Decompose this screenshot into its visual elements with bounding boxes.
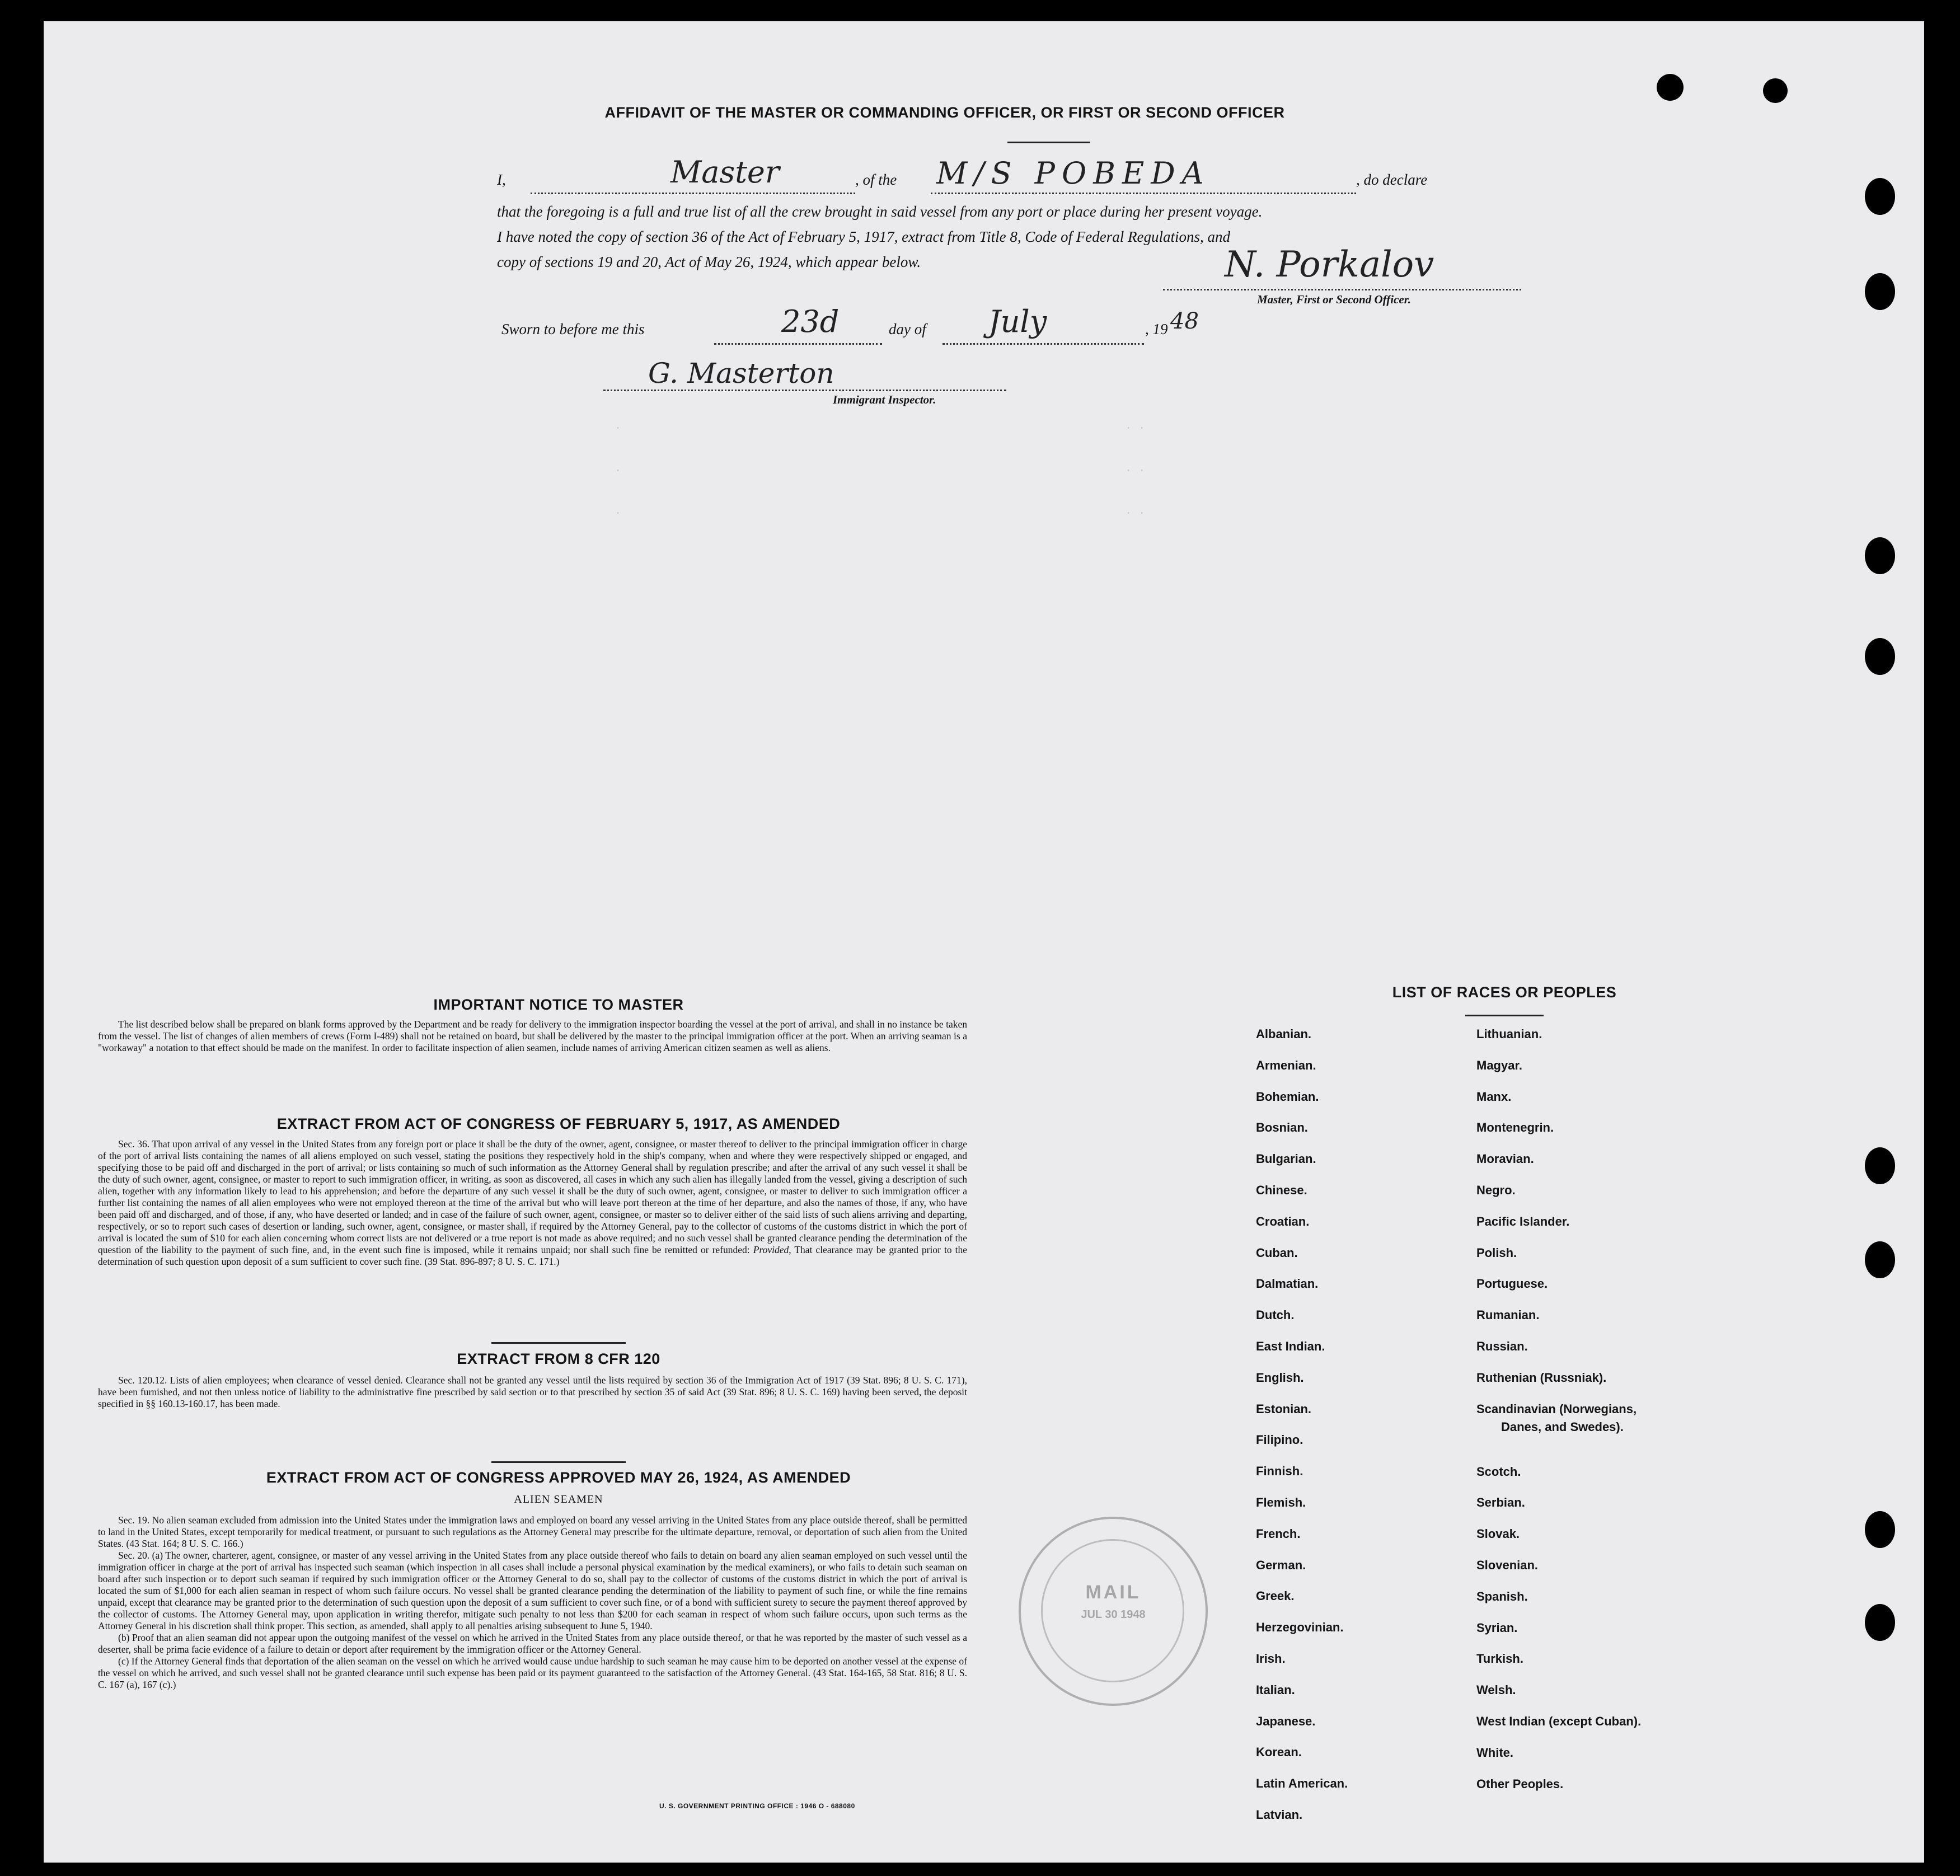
punch-hole-top-2 [1763, 78, 1788, 103]
sec20c-text: (c) If the Attorney General finds that deportation of the alien seaman on the vessel on which he arrived would cause undue hardship to such seaman he may cause him to be deported on another vessel at the expense of the vessel on which he arrived, and such vessel shall not be granted clearance until such expense has been paid or its payment guaranteed to the satisfaction of the Attorney General. (43 Stat. 164-165, 58 Stat. 816; 8 U. S. C. 167 (a), 167 (c).) [98, 1655, 967, 1690]
race-item: Moravian. [1476, 1152, 1534, 1166]
race-item: Negro. [1476, 1183, 1516, 1197]
punch-hole [1865, 638, 1895, 675]
of-the-label: , of the [855, 171, 897, 188]
month-line [943, 343, 1144, 345]
race-item: Korean. [1256, 1745, 1302, 1760]
day-line [714, 343, 882, 345]
race-item: Latvian. [1256, 1807, 1303, 1822]
extract-1917-text-end: That clearance may be granted prior to the determination of such question upon deposit of a sum sufficient to cover such fine. (39 Stat. 896-897; 8 U. S. C. 171.) [98, 1244, 968, 1267]
title-divider [1007, 142, 1090, 143]
day-of-label: day of [889, 321, 926, 337]
sec19-text: Sec. 19. No alien seaman excluded from admission into the United States under the immigration laws and employed on board any vessel arriving in the United States from any place outside thereof, shall be permitted to land in the United States, except temporarily for medical treatment, or pursuant to such regulations as the Attorney General may prescribe for the ultimate departure, removal, or deportation of such alien from the United States. (43 Stat. 164; 8 U. S. C. 166.) [98, 1514, 967, 1549]
punch-hole [1865, 273, 1895, 310]
race-item: Japanese. [1256, 1714, 1316, 1728]
affidavit-line-4: copy of sections 19 and 20, Act of May 26, 1924, which appear below. [497, 254, 921, 270]
sworn-label: Sworn to before me this [501, 321, 645, 337]
master-signature-caption: Master, First or Second Officer. [1257, 293, 1411, 306]
sec20b-text: (b) Proof that an alien seaman did not appear upon the outgoing manifest of the vessel on which he arrived in the United States from any place outside thereof, or that he was reported by the master of such vessel as a deserter, shall be prima facie evidence of a failure to detain or deport after requirement by the immigration officer or the Attorney General. [98, 1632, 967, 1655]
extract-divider-1 [491, 1342, 626, 1344]
declare-label: , do declare [1356, 171, 1428, 188]
race-item: Russian. [1476, 1339, 1528, 1353]
race-item: Scandinavian (Norwegians, [1476, 1401, 1637, 1416]
punch-hole [1865, 178, 1895, 215]
race-item: Turkish. [1476, 1652, 1523, 1666]
month-handwritten: July [988, 304, 1047, 339]
affidavit-line-2: that the foregoing is a full and true list of all the crew brought in said vessel from any port or place during her present voyage. [497, 203, 1263, 220]
race-item: Bosnian. [1256, 1120, 1308, 1135]
notice-text: The list described below shall be prepared on blank forms approved by the Department and be ready for delivery to the immigration inspector boarding the vessel at the port of arrival, and shall in no instance be taken from the vessel. The list of changes of alien members of crews (Form I-489) shall not be retained on board, but shall be delivered by the master to the principal immigration officer at the port. When an arriving seaman is a "workaway" a notation to that effect should be made on the manifest. In order to facilitate inspection of alien seamen, include names of arriving American citizen seamen as well as aliens. [98, 1019, 967, 1053]
race-item: Other Peoples. [1476, 1776, 1564, 1791]
races-col-2 [1476, 1019, 1734, 1799]
sec20a-text: Sec. 20. (a) The owner, charterer, agent, consignee, or master of any vessel arriving in the United States from any place outside thereof who fails to detain on board any alien seaman employed on such vessel until the immigration officer in charge at the port of arrival has inspected such seaman (which inspection in all cases shall include a personal physical examination by the medical examiners), or who fails to detain such seaman on board after such inspection or to deport such seaman if required by such immigration officer or the Attorney General to do so, shall pay to the collector of customs of the customs district in which the port of arrival is located the sum of $1,000 for each alien seaman in respect of whom such failure occurs. No vessel shall be granted clearance pending the determination of the liability to payment of such fine, or while the fine remains unpaid, except that clearance may be granted prior to the determination of such question upon the deposit of a sum sufficient to cover such fine, or of a bond with sufficient surety to secure the payment thereof approved by the collector of customs. The Attorney General may, upon application in writing therefor, mitigate such penalty to not less than $200 for each seaman in respect of whom such failure occurs, upon such terms as the Attorney General in his discretion shall think proper. This section, as amended, shall apply to all penalties arising subsequent to June 5, 1940. [98, 1550, 967, 1631]
race-item: Flemish. [1256, 1495, 1306, 1509]
race-item: Bohemian. [1256, 1089, 1319, 1104]
notice-title: IMPORTANT NOTICE TO MASTER [433, 996, 684, 1013]
race-item: Manx. [1476, 1089, 1512, 1104]
sworn-line [501, 304, 1341, 354]
race-item: Armenian. [1256, 1058, 1316, 1072]
race-item: Spanish. [1476, 1589, 1528, 1603]
race-item: East Indian. [1256, 1339, 1325, 1353]
affidavit-line-1 [497, 154, 1572, 199]
affidavit-title: AFFIDAVIT OF THE MASTER OR COMMANDING OFFICER, OR FIRST OR SECOND OFFICER [604, 104, 1285, 121]
race-item: Portuguese. [1476, 1277, 1548, 1291]
officer-title-handwritten: Master [670, 154, 780, 190]
race-item: Irish. [1256, 1651, 1286, 1666]
inspector-signature: G. Masterton [648, 357, 834, 390]
master-signature: N. Porkalov [1225, 244, 1434, 285]
races-col-1 [1256, 1019, 1457, 1831]
race-item: Latin American. [1256, 1776, 1348, 1791]
race-item: Danes, and Swedes). [1501, 1419, 1624, 1434]
extract-1924-subtitle: ALIEN SEAMEN [514, 1493, 603, 1506]
race-item: Albanian. [1256, 1027, 1312, 1041]
race-item: Dutch. [1256, 1308, 1295, 1322]
race-item: Bulgarian. [1256, 1152, 1316, 1166]
race-item: Ruthenian (Russniak). [1476, 1370, 1607, 1385]
bleed-through-marks: · · · · · · · · · [615, 422, 1146, 520]
extract-cfr-body [98, 1375, 967, 1410]
race-item: Rumanian. [1476, 1308, 1540, 1322]
document-page [44, 21, 1924, 1863]
punch-hole [1865, 537, 1895, 574]
race-item: Welsh. [1476, 1683, 1516, 1697]
inspector-caption: Immigrant Inspector. [833, 393, 936, 406]
year-handwritten: 48 [1170, 308, 1199, 334]
punch-hole [1865, 1147, 1895, 1184]
extract-divider-2 [491, 1461, 626, 1463]
races-divider [1465, 1015, 1544, 1016]
notice-body [98, 1019, 967, 1054]
punch-hole [1865, 1241, 1895, 1278]
race-item: Croatian. [1256, 1214, 1310, 1228]
race-item: Estonian. [1256, 1401, 1312, 1416]
race-item: White. [1476, 1745, 1513, 1760]
officer-title-line [531, 193, 855, 194]
postmark-label: MAIL [1085, 1582, 1141, 1603]
printer-line: U. S. GOVERNMENT PRINTING OFFICE : 1946 O - 688080 [659, 1802, 855, 1810]
race-item: Montenegrin. [1476, 1120, 1554, 1135]
inspector-signature-line [603, 390, 1006, 391]
punch-hole [1865, 1604, 1895, 1641]
affidavit-line-3: I have noted the copy of section 36 of the Act of February 5, 1917, extract from Title 8, Code of Federal Regulations, and [497, 228, 1231, 245]
race-item: Slovak. [1476, 1527, 1520, 1541]
year-prefix: , 19 [1145, 321, 1168, 337]
race-item: Dalmatian. [1256, 1277, 1319, 1291]
postmark-stamp [1019, 1517, 1208, 1706]
race-item: Polish. [1476, 1245, 1517, 1260]
race-item: English. [1256, 1370, 1304, 1385]
extract-1917-body [98, 1138, 967, 1268]
postmark-date: JUL 30 1948 [1081, 1608, 1146, 1621]
race-item: Greek. [1256, 1589, 1295, 1603]
extract-cfr-text: Sec. 120.12. Lists of alien employees; when clearance of vessel denied. Clearance shall not be granted any vessel until the lists required by section 36 of the Immigration Act of 1917 (39 Stat. 896; 8 U. S. C. 171), have been furnished, and not then unless notice of liability to the administrative fine prescribed by said section or to that prescribed by section 35 of said Act (39 Stat. 896; 8 U. S. C. 169) having been served, the deposit specified in §§ 160.13-160.17, has been made. [98, 1375, 967, 1409]
race-item: Magyar. [1476, 1058, 1522, 1072]
race-item: West Indian (except Cuban). [1476, 1714, 1642, 1728]
race-item: Serbian. [1476, 1495, 1525, 1510]
extract-1917-text: Sec. 36. That upon arrival of any vessel in the United States from any foreign port or place it shall be the duty of the owner, agent, consignee, or master thereof to deliver to the principal immigration officer in charge of the port of arrival lists containing the names of all aliens employed on such vessel, stating the positions they respectively hold in the ship's company, when and where they were respectively shipped or engaged, and specifying those to be paid off and discharged in the port of arrival; or lists containing so much of such information as the Attorney General shall by regulation prescribe; and after the arrival of any such vessel it shall be the duty of such owner, agent, consignee, or master to report to such immigration officer, in writing, as soon as discovered, all cases in which any such alien has illegally landed from the vessel, giving a description of such alien, together with any information likely to lead to his apprehension; and before the departure of any such vessel it shall be the duty of such owner, agent, consignee, or master to deliver to such immigration officer a further list containing the names of all alien employees who were not employed thereon at the time of the arrival but who will leave port thereon at the time of her departure, and also the names of those, if any, who have been paid off and discharged, and of those, if any, who have deserted or landed; and in case of the failure of such owner, agent, consignee, or master so to deliver either of the said lists of such aliens arriving and departing, respectively, or so to report such cases of desertion or landing, such owner, agent, consignee, or master shall, if required by the Attorney General, pay to the collector of customs of the customs district in which the port of arrival is located the sum of $10 for each alien concerning whom correct lists are not delivered or a true report is not made as above required; and no such vessel shall be granted clearance pending the determination of the question of the liability to the payment of such fine, and, in the event such fine is imposed, while it remains unpaid; nor shall such fine be remitted or refunded: [98, 1138, 967, 1255]
race-item: Slovenian. [1476, 1558, 1539, 1572]
extract-1924-title: EXTRACT FROM ACT OF CONGRESS APPROVED MAY 26, 1924, AS AMENDED [266, 1469, 851, 1486]
punch-hole-top-1 [1657, 74, 1684, 101]
punch-hole [1865, 1511, 1895, 1548]
race-item: Finnish. [1256, 1464, 1303, 1479]
race-item: Syrian. [1476, 1620, 1518, 1635]
master-signature-line [1163, 289, 1521, 290]
race-item: Lithuanian. [1476, 1027, 1542, 1041]
day-handwritten: 23d [781, 304, 840, 339]
race-item: Pacific Islander. [1476, 1214, 1570, 1228]
vessel-name-handwritten: M/S POBEDA [936, 156, 1211, 191]
race-item: Chinese. [1256, 1183, 1307, 1197]
race-item: Filipino. [1256, 1433, 1303, 1447]
races-title: LIST OF RACES OR PEOPLES [1392, 984, 1617, 1001]
race-item: Scotch. [1476, 1464, 1521, 1479]
extract-cfr-title: EXTRACT FROM 8 CFR 120 [457, 1350, 660, 1367]
provided-label: Provided, [753, 1244, 791, 1255]
extract-1924-body [98, 1514, 967, 1691]
i-label: I, [497, 171, 506, 188]
race-item: Cuban. [1256, 1245, 1298, 1260]
extract-1917-title: EXTRACT FROM ACT OF CONGRESS OF FEBRUARY 5, 1917, AS AMENDED [276, 1115, 841, 1132]
race-item: German. [1256, 1558, 1306, 1572]
race-item: Herzegovinian. [1256, 1620, 1344, 1635]
vessel-name-line [931, 193, 1356, 194]
race-item: French. [1256, 1526, 1301, 1541]
race-item: Italian. [1256, 1682, 1295, 1697]
